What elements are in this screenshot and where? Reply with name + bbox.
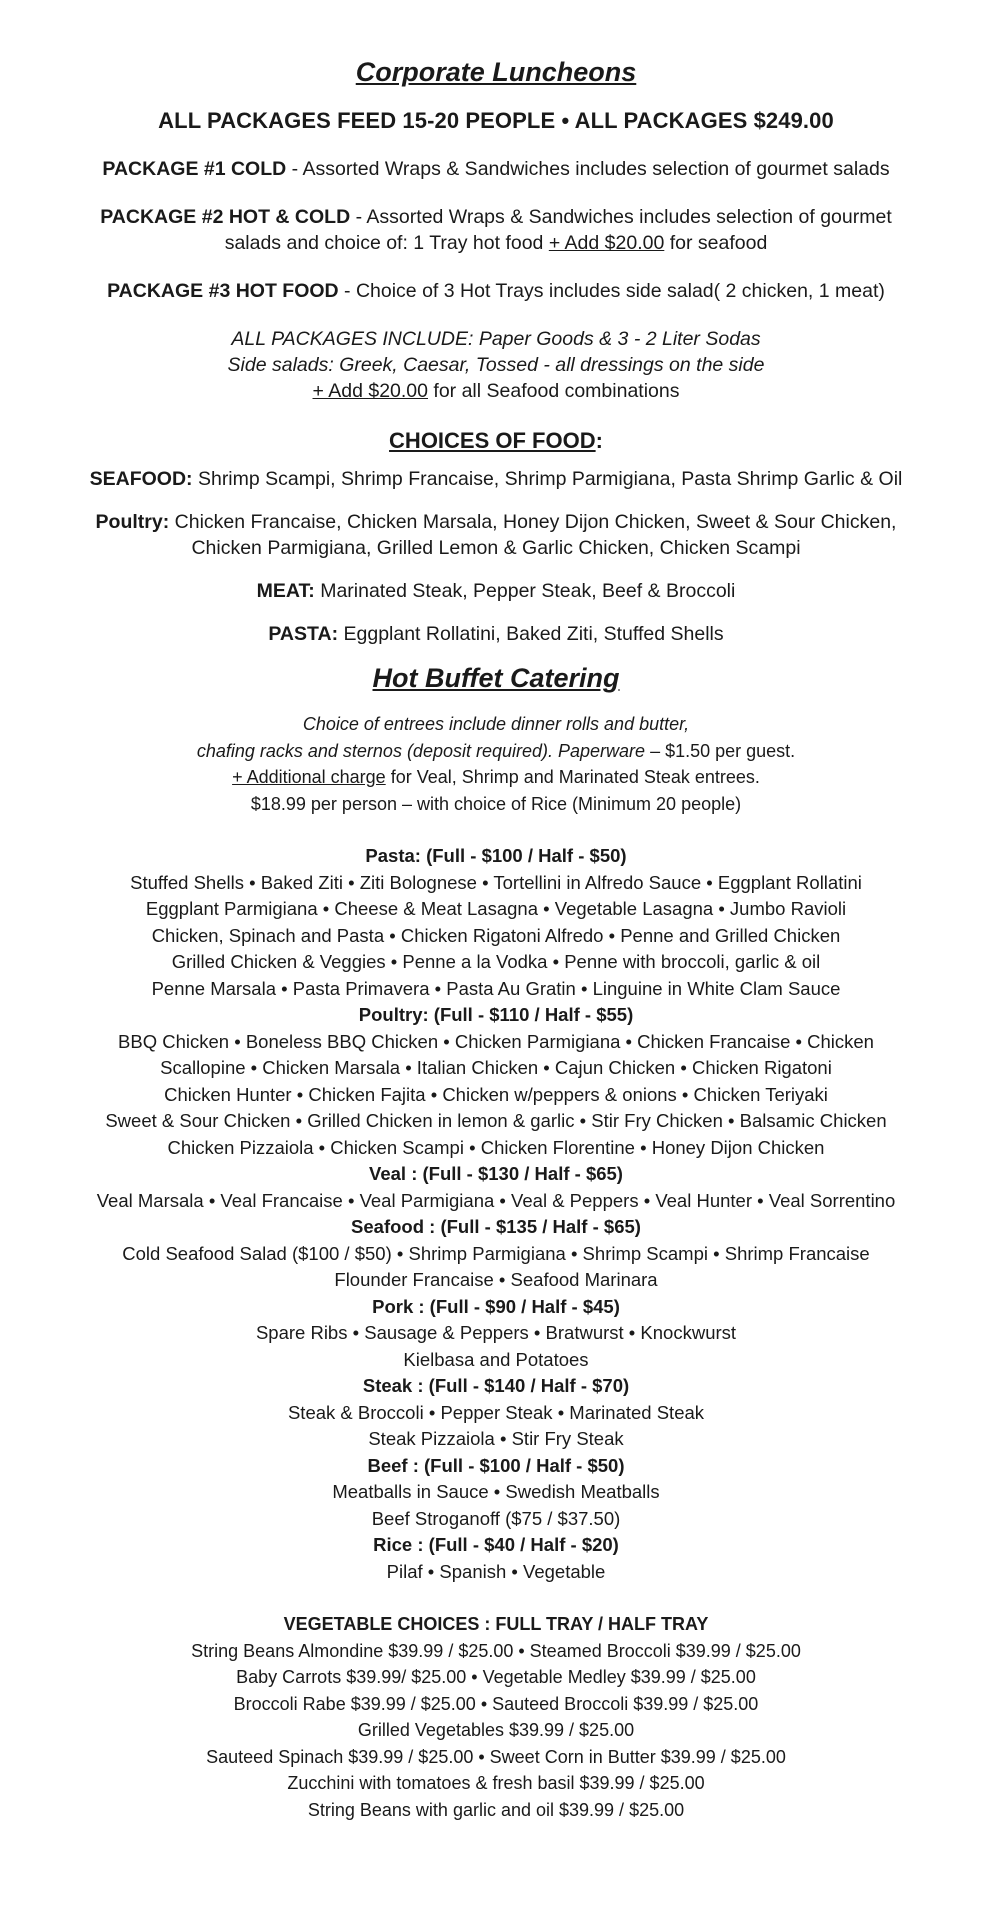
choice-poultry-text-2: Chicken Parmigiana, Grilled Lemon & Garlic Chicken, Chicken Scampi [191,537,801,559]
buffet-intro-line-1: Choice of entrees include dinner rolls and butter, [302,714,690,734]
vegetable-line: Grilled Vegetables $39.99 / $25.00 [357,1720,635,1740]
poultry-heading: Poultry: (Full - $110 / Half - $55) [358,1004,634,1025]
corporate-luncheons-title: Corporate Luncheons [355,57,637,87]
buffet-additional-charge: + Additional charge [232,767,386,787]
vegetable-line: Zucchini with tomatoes & fresh basil $39.99 / $25.00 [287,1773,705,1793]
pasta-line: Penne Marsala • Pasta Primavera • Pasta Au Gratin • Linguine in White Clam Sauce [151,977,841,999]
package-1-text: - Assorted Wraps & Sandwiches includes selection of gourmet salads [286,158,890,180]
choice-pasta [0,621,992,647]
includes-line-3: for all Seafood combinations [428,380,680,402]
package-1 [0,156,992,182]
veal-heading: Veal : (Full - $130 / Half - $65) [369,1163,623,1184]
choices-title-text: CHOICES OF FOOD [389,428,596,453]
includes-line-1: ALL PACKAGES INCLUDE: Paper Goods & 3 - 2 Liter Sodas [231,328,761,350]
pasta-line: Chicken, Spinach and Pasta • Chicken Rigatoni Alfredo • Penne and Grilled Chicken [151,924,841,946]
choice-seafood-label: SEAFOOD: [89,468,193,490]
seafood-line: Cold Seafood Salad ($100 / $50) • Shrimp Parmigiana • Shrimp Scampi • Shrimp Francaise [122,1242,870,1264]
vegetable-heading: VEGETABLE CHOICES : FULL TRAY / HALF TRAY [283,1614,709,1634]
hot-buffet-intro [0,711,992,817]
choice-pasta-label: PASTA: [268,623,339,645]
buffet-menu [0,843,992,1585]
vegetable-line: Sauteed Spinach $39.99 / $25.00 • Sweet Corn in Butter $39.99 / $25.00 [206,1746,786,1767]
spacer [0,1585,992,1611]
pasta-line: Grilled Chicken & Veggies • Penne a la Vodka • Penne with broccoli, garlic & oil [171,951,821,972]
buffet-intro-line-2: chafing racks and sternos (deposit required). Paperware [196,740,646,761]
buffet-intro-line-2-end: – $1.50 per guest. [645,740,796,761]
packages-feed-price-line: ALL PACKAGES FEED 15-20 PEOPLE • ALL PACKAGES $249.00 [158,108,834,133]
packages-include-note [0,326,992,404]
pork-line: Spare Ribs • Sausage & Peppers • Bratwurst • Knockwurst [255,1322,737,1343]
steak-line: Steak & Broccoli • Pepper Steak • Marinated Steak [287,1401,705,1423]
choice-meat-text: Marinated Steak, Pepper Steak, Beef & Broccoli [314,580,736,602]
rice-heading: Rice : (Full - $40 / Half - $20) [373,1534,619,1555]
steak-line: Steak Pizzaiola • Stir Fry Steak [368,1428,624,1449]
vegetable-line: Broccoli Rabe $39.99 / $25.00 • Sauteed Broccoli $39.99 / $25.00 [233,1693,759,1714]
poultry-line: Scallopine • Chicken Marsala • Italian Chicken • Cajun Chicken • Chicken Rigatoni [160,1057,832,1078]
veal-line: Veal Marsala • Veal Francaise • Veal Parmigiana • Veal & Peppers • Veal Hunter • Veal Sorrentino [96,1189,896,1211]
vegetable-line: String Beans Almondine $39.99 / $25.00 • Steamed Broccoli $39.99 / $25.00 [191,1640,801,1661]
choice-seafood-text: Shrimp Scampi, Shrimp Francaise, Shrimp Parmigiana, Pasta Shrimp Garlic & Oil [192,468,903,490]
beef-line: Beef Stroganoff ($75 / $37.50) [371,1507,621,1529]
choice-meat-label: MEAT: [256,580,315,602]
package-1-label: PACKAGE #1 COLD [102,158,287,180]
buffet-intro-line-4: $18.99 per person – with choice of Rice (Minimum 20 people) [250,793,742,814]
package-2-text-end: for seafood [664,232,768,254]
pork-heading: Pork : (Full - $90 / Half - $45) [372,1295,620,1317]
hot-buffet-title: Hot Buffet Catering [372,663,620,693]
buffet-intro-line-3-end: for Veal, Shrimp and Marinated Steak entrees. [385,767,760,787]
seafood-line: Flounder Francaise • Seafood Marinara [334,1269,658,1290]
pasta-heading: Pasta: (Full - $100 / Half - $50) [365,845,627,866]
vegetable-line: Baby Carrots $39.99/ $25.00 • Vegetable Medley $39.99 / $25.00 [236,1667,756,1687]
choice-poultry-label: Poultry: [95,511,170,533]
choices-title-colon: : [595,428,603,453]
package-2-label: PACKAGE #2 HOT & COLD [100,206,351,228]
package-3-text: - Choice of 3 Hot Trays includes side salad( 2 chicken, 1 meat) [338,280,885,302]
beef-heading: Beef : (Full - $100 / Half - $50) [367,1454,625,1476]
corporate-luncheons-section [0,52,992,404]
poultry-line: Chicken Pizzaiola • Chicken Scampi • Chicken Florentine • Honey Dijon Chicken [167,1136,825,1158]
steak-heading: Steak : (Full - $140 / Half - $70) [362,1375,630,1396]
pasta-line: Eggplant Parmigiana • Cheese & Meat Lasagna • Vegetable Lasagna • Jumbo Ravioli [145,898,847,919]
choice-poultry-text-1: Chicken Francaise, Chicken Marsala, Honey Dijon Chicken, Sweet & Sour Chicken, [169,511,897,533]
seafood-heading: Seafood : (Full - $135 / Half - $65) [351,1216,641,1237]
poultry-line: BBQ Chicken • Boneless BBQ Chicken • Chicken Parmigiana • Chicken Francaise • Chicken [118,1030,874,1052]
vegetable-choices-section [0,1611,992,1823]
package-2 [0,204,992,256]
package-2-add-price: + Add $20.00 [548,232,665,254]
includes-line-2: Side salads: Greek, Caesar, Tossed - all dressings on the side [227,354,765,376]
choice-poultry [0,509,992,561]
choice-pasta-text: Eggplant Rollatini, Baked Ziti, Stuffed Shells [338,623,724,645]
package-2-text-line2: salads and choice of: 1 Tray hot food [224,232,549,254]
package-3 [0,278,992,304]
vegetable-line: String Beans with garlic and oil $39.99 / $25.00 [307,1799,685,1820]
poultry-line: Chicken Hunter • Chicken Fajita • Chicken w/peppers & onions • Chicken Teriyaki [164,1083,828,1105]
beef-line: Meatballs in Sauce • Swedish Meatballs [332,1481,660,1502]
choices-of-food-section [0,426,992,647]
hot-buffet-section [0,659,992,1585]
choice-seafood [0,466,992,492]
includes-add-price: + Add $20.00 [312,380,428,402]
poultry-line: Sweet & Sour Chicken • Grilled Chicken in lemon & garlic • Stir Fry Chicken • Balsamic Chicken [105,1110,887,1131]
package-3-label: PACKAGE #3 HOT FOOD [107,280,339,302]
rice-line: Pilaf • Spanish • Vegetable [386,1560,606,1582]
pork-line: Kielbasa and Potatoes [403,1348,589,1370]
package-2-text-line1: - Assorted Wraps & Sandwiches includes selection of gourmet [350,206,892,228]
pasta-line: Stuffed Shells • Baked Ziti • Ziti Bolognese • Tortellini in Alfredo Sauce • Eggplant Rollatini [130,871,862,893]
choice-meat [0,578,992,604]
choices-of-food-title [0,426,992,456]
